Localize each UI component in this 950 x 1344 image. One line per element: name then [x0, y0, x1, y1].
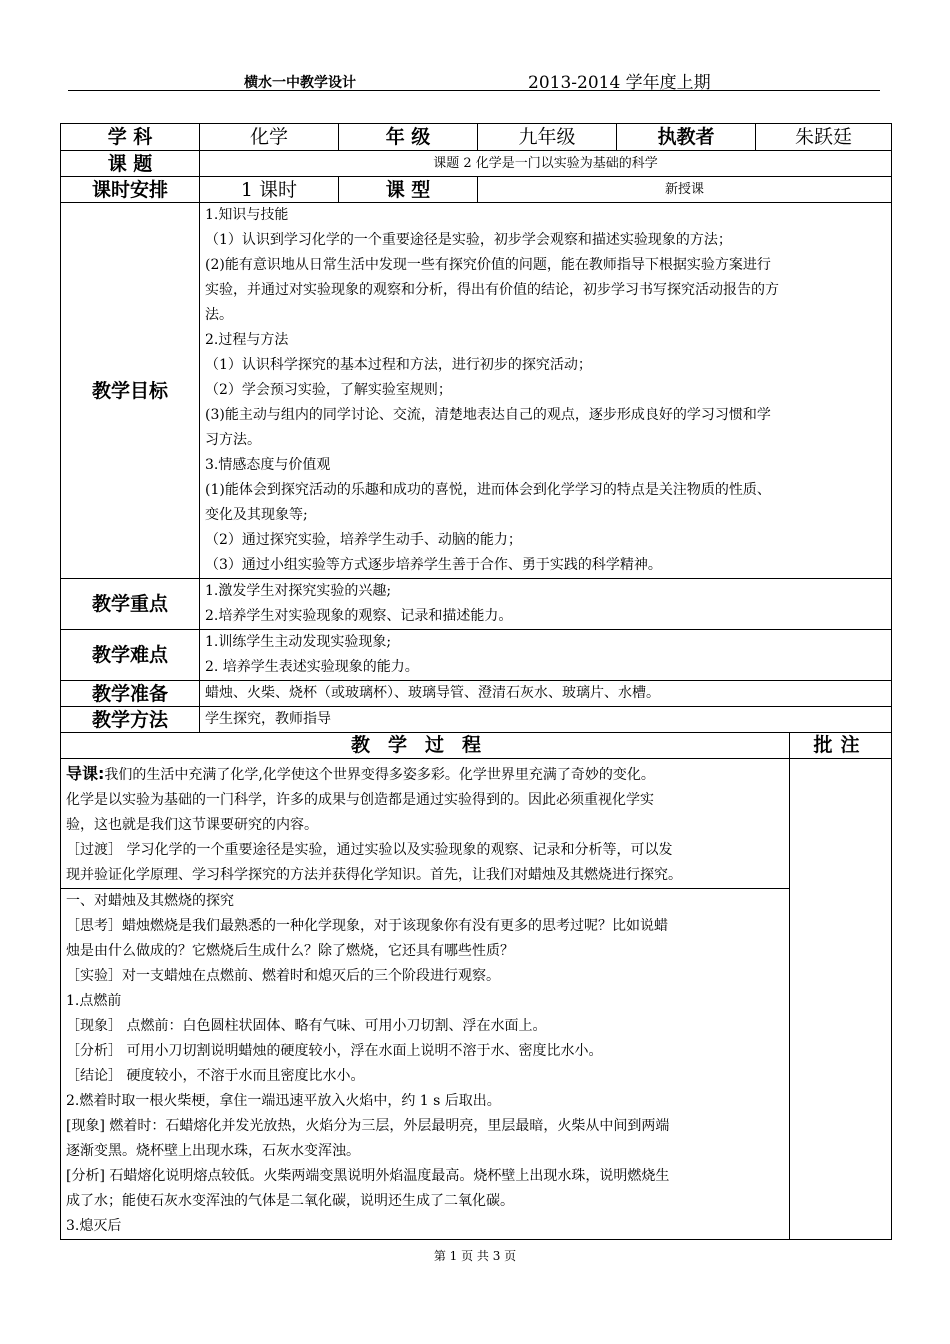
topic-value: 课题 2 化学是一门以实验为基础的科学	[200, 151, 892, 177]
objective-line: 3.情感态度与价值观	[205, 457, 331, 473]
body-line: [分析] 石蜡熔化说明熔点较低。火柴两端变黑说明外焰温度最高。烧杯壁上出现水珠，说明燃烧生	[66, 1168, 670, 1184]
objective-line: 1.知识与技能	[205, 207, 289, 223]
intro-label: 导课:	[66, 764, 105, 783]
difficulties-label: 教学难点	[61, 630, 200, 681]
body-line: ［现象］ 点燃前：白色圆柱状固体、略有气味、可用小刀切割、浮在水面上。	[66, 1018, 547, 1034]
intro-content	[61, 759, 790, 889]
body-line: 烛是由什么做成的？它燃烧后生成什么？除了燃烧，它还具有哪些性质？	[66, 943, 514, 959]
intro-text: 我们的生活中充满了化学,化学使这个世界变得多姿多彩。化学世界里充满了奇妙的变化。	[104, 767, 655, 783]
school-year: 2013-2014 学年度上期	[528, 73, 711, 93]
process-body	[61, 889, 790, 1240]
page-header	[68, 62, 880, 91]
school-title: 横水一中教学设计	[244, 75, 356, 91]
difficulties-content	[200, 630, 892, 681]
preparation-label: 教学准备	[61, 681, 200, 707]
preparation-row	[61, 681, 892, 707]
objective-line: 变化及其现象等;	[205, 507, 308, 523]
preparation-content: 蜡烛、火柴、烧杯（或玻璃杯）、玻璃导管、澄清石灰水、玻璃片、水槽。	[200, 681, 892, 707]
key-point-line: 1.激发学生对探究实验的兴趣;	[205, 583, 392, 599]
page-footer: 第 1 页 共 3 页	[433, 1249, 517, 1263]
body-line: ［分析］ 可用小刀切割说明蜡烛的硬度较小，浮在水面上说明不溶于水、密度比水小。	[66, 1043, 603, 1059]
teacher-label: 执教者	[617, 124, 756, 151]
body-line: ［实验］对一支蜡烛在点燃前、燃着时和熄灭后的三个阶段进行观察。	[66, 968, 500, 984]
key-point-line: 2.培养学生对实验现象的观察、记录和描述能力。	[205, 608, 513, 624]
hours-value: 1 课时	[200, 177, 339, 203]
difficulties-row	[61, 630, 892, 681]
key-points-label: 教学重点	[61, 579, 200, 630]
notes-column	[790, 759, 892, 1240]
intro-line: 化学是以实验为基础的一门科学，许多的成果与创造都是通过实验得到的。因此必须重视化学实	[66, 792, 654, 808]
objective-line: 2.过程与方法	[205, 332, 289, 348]
body-row	[61, 889, 892, 1240]
hours-label: 课时安排	[61, 177, 200, 203]
objective-line: （1）认识科学探究的基本过程和方法，进行初步的探究活动；	[205, 357, 592, 373]
hours-row	[61, 177, 892, 203]
objectives-content	[200, 203, 892, 579]
objective-line: 实验，并通过对实验现象的观察和分析，得出有价值的结论，初步学习书写探究活动报告的方	[205, 282, 779, 298]
intro-row	[61, 759, 892, 889]
objective-line: （2）通过探究实验，培养学生动手、动脑的能力；	[205, 532, 522, 548]
lesson-plan-table	[60, 123, 892, 1240]
body-line: 3.熄灭后	[66, 1218, 122, 1234]
notes-header: 批注	[790, 733, 892, 759]
subject-value: 化学	[200, 124, 339, 151]
body-line: 一、对蜡烛及其燃烧的探究	[66, 893, 234, 909]
intro-line-first	[66, 761, 784, 788]
objective-line: （3）通过小组实验等方式逐步培养学生善于合作、勇于实践的科学精神。	[205, 557, 662, 573]
objective-line: 习方法。	[205, 432, 261, 448]
info-row-1	[61, 124, 892, 151]
body-line: 逐渐变黑。烧杯壁上出现水珠，石灰水变浑浊。	[66, 1143, 360, 1159]
method-content: 学生探究，教师指导	[200, 707, 892, 733]
body-line: ［结论］ 硬度较小，不溶于水而且密度比水小。	[66, 1068, 365, 1084]
objective-line: （1）认识到学习化学的一个重要途径是实验，初步学会观察和描述实验现象的方法；	[205, 232, 732, 248]
objectives-label: 教学目标	[61, 203, 200, 579]
key-points-row	[61, 579, 892, 630]
method-label: 教学方法	[61, 707, 200, 733]
method-row	[61, 707, 892, 733]
intro-line: 现并验证化学原理、学习科学探究的方法并获得化学知识。首先，让我们对蜡烛及其燃烧进行探究。	[66, 867, 682, 883]
intro-line: ［过渡］ 学习化学的一个重要途径是实验，通过实验以及实验现象的观察、记录和分析等，可以发	[66, 842, 673, 858]
body-line: [现象] 燃着时：石蜡熔化并发光放热，火焰分为三层，外层最明亮，里层最暗，火柴从中间到两端	[66, 1118, 670, 1134]
objectives-row	[61, 203, 892, 579]
intro-line: 验，这也就是我们这节课要研究的内容。	[66, 817, 318, 833]
type-value: 新授课	[478, 177, 892, 203]
objective-line: 法。	[205, 307, 233, 323]
key-points-content	[200, 579, 892, 630]
subject-label: 学 科	[61, 124, 200, 151]
objective-line: (1)能体会到探究活动的乐趣和成功的喜悦，进而体会到化学学习的特点是关注物质的性质、	[205, 482, 771, 498]
topic-row	[61, 151, 892, 177]
process-header: 教学过程	[61, 733, 790, 759]
objective-line: （2）学会预习实验，了解实验室规则；	[205, 382, 452, 398]
body-line: 1.点燃前	[66, 993, 122, 1009]
objective-line: (2)能有意识地从日常生活中发现一些有探究价值的问题，能在教师指导下根据实验方案进行	[205, 257, 771, 273]
grade-value: 九年级	[478, 124, 617, 151]
body-line: ［思考］蜡烛燃烧是我们最熟悉的一种化学现象，对于该现象你有没有更多的思考过呢？比如说蜡	[66, 918, 668, 934]
objective-line: (3)能主动与组内的同学讨论、交流，清楚地表达自己的观点，逐步形成良好的学习习惯和学	[205, 407, 771, 423]
difficulty-line: 2. 培养学生表述实验现象的能力。	[205, 659, 419, 675]
teacher-value: 朱跃廷	[756, 124, 892, 151]
topic-label: 课 题	[61, 151, 200, 177]
body-line: 2.燃着时取一根火柴梗，拿住一端迅速平放入火焰中，约 1 s 后取出。	[66, 1093, 501, 1109]
difficulty-line: 1.训练学生主动发现实验现象;	[205, 634, 392, 650]
process-header-row	[61, 733, 892, 759]
grade-label: 年 级	[339, 124, 478, 151]
body-line: 成了水；能使石灰水变浑浊的气体是二氧化碳，说明还生成了二氧化碳。	[66, 1193, 514, 1209]
type-label: 课 型	[339, 177, 478, 203]
